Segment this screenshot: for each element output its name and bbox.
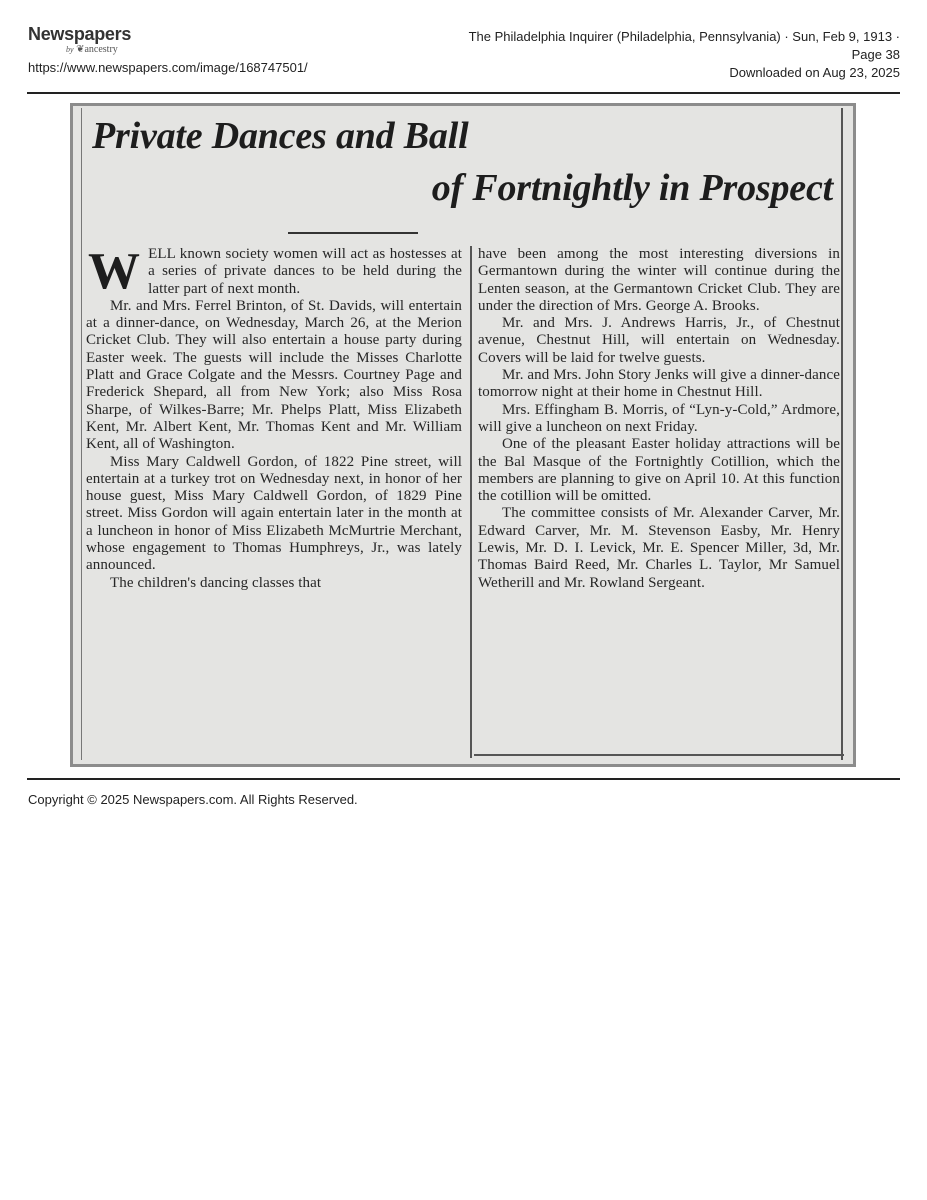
- headline-rule: [288, 232, 418, 234]
- newspaper-clipping: [70, 103, 856, 767]
- headline-line-2: of Fortnightly in Prospect: [431, 167, 833, 209]
- copyright-notice: Copyright © 2025 Newspapers.com. All Rights Reserved.: [28, 792, 358, 807]
- paragraph: Miss Mary Caldwell Gordon, of 1822 Pine street, will entertain at a turkey trot on Wednesday next, in honor of her house guest, Miss Mary Caldwell Gordon, of 1829 Pine street. Miss Gordon will again entertain later in the month at a luncheon in honor of Miss Elizabeth McMurtrie Merchant, whose engagement to Thomas Humphreys, Jr., was lately announced.: [86, 453, 462, 574]
- article-column-left: [86, 243, 462, 592]
- paragraph: Mr. and Mrs. Ferrel Brinton, of St. Davids, will entertain at a dinner-dance, on Wednesday, March 26, at the Merion Cricket Club. They will also entertain a house party during Easter week. The guests will include the Misses Charlotte Platt and Grace Colgate and the Messrs. Courtney Page and Frederick Shepard, all from New York; also Miss Rosa Sharpe, of Wilkes-Barre; Mr. Phelps Platt, Miss Elizabeth Kent, Mr. Albert Kent, Mr. Thomas Kent and Mr. William Kent, all of Washington.: [86, 297, 462, 453]
- footer-divider: [27, 778, 900, 780]
- article-column-right: [478, 246, 840, 592]
- paragraph: Mr. and Mrs. J. Andrews Harris, Jr., of Chestnut avenue, Chestnut Hill, will entertain on Wednesday. Covers will be laid for twelve guests.: [478, 315, 840, 366]
- clipping-frame: [81, 108, 843, 760]
- paragraph: [86, 243, 462, 300]
- header-divider: [27, 92, 900, 94]
- downloaded-date: Downloaded on Aug 23, 2025: [729, 65, 900, 80]
- logo-by: by: [66, 45, 74, 54]
- ancestry-leaf-icon: ❦: [76, 44, 85, 55]
- logo-byline: [66, 44, 118, 55]
- paragraph-text: ELL known society women will act as hostesses at a series of private dances to be held during the latter part of next month.: [148, 246, 462, 297]
- column-end-rule: [474, 754, 844, 756]
- paragraph: Mr. and Mrs. John Story Jenks will give a dinner-dance tomorrow night at their home in Chestnut Hill.: [478, 367, 840, 401]
- column-divider: [470, 246, 472, 758]
- paragraph: One of the pleasant Easter holiday attractions will be the Bal Masque of the Fortnightly Cotillion, which the members are planning to give on April 10. At this function the cotillion will be omitted.: [478, 436, 840, 505]
- newspapers-logo[interactable]: [28, 24, 143, 60]
- logo-main: Newspapers: [28, 24, 132, 44]
- paragraph: Mrs. Effingham B. Morris, of “Lyn-y-Cold,” Ardmore, will give a luncheon on next Friday.: [478, 401, 840, 435]
- logo-ancestry: ancestry: [84, 44, 118, 55]
- image-url-link[interactable]: https://www.newspapers.com/image/168747501/: [28, 60, 308, 75]
- paragraph: The committee consists of Mr. Alexander Carver, Mr. Edward Carver, Mr. M. Stevenson Easby, Mr. Henry Lewis, Mr. D. I. Levick, Mr. E. Spencer Miller, 3d, Mr. Thomas Baird Reed, Mr. Charles L. Taylor, Mr Samuel Wetherill and Mr. Rowland Sergeant.: [478, 505, 840, 591]
- headline-line-1: Private Dances and Ball: [92, 115, 469, 157]
- source-line: The Philadelphia Inquirer (Philadelphia, Pennsylvania) · Sun, Feb 9, 1913 · Page 38: [468, 29, 900, 62]
- paragraph: The children's dancing classes that: [110, 574, 322, 591]
- page-header: [0, 0, 927, 92]
- drop-cap: W: [88, 243, 141, 300]
- logo-wordmark: [28, 24, 131, 45]
- paragraph: have been among the most interesting diversions in Germantown during the winter will continue during the Lenten season, at the Germantown Cricket Club. They are under the direction of Mrs. George A. Brooks.: [478, 246, 840, 314]
- source-info: [460, 28, 900, 82]
